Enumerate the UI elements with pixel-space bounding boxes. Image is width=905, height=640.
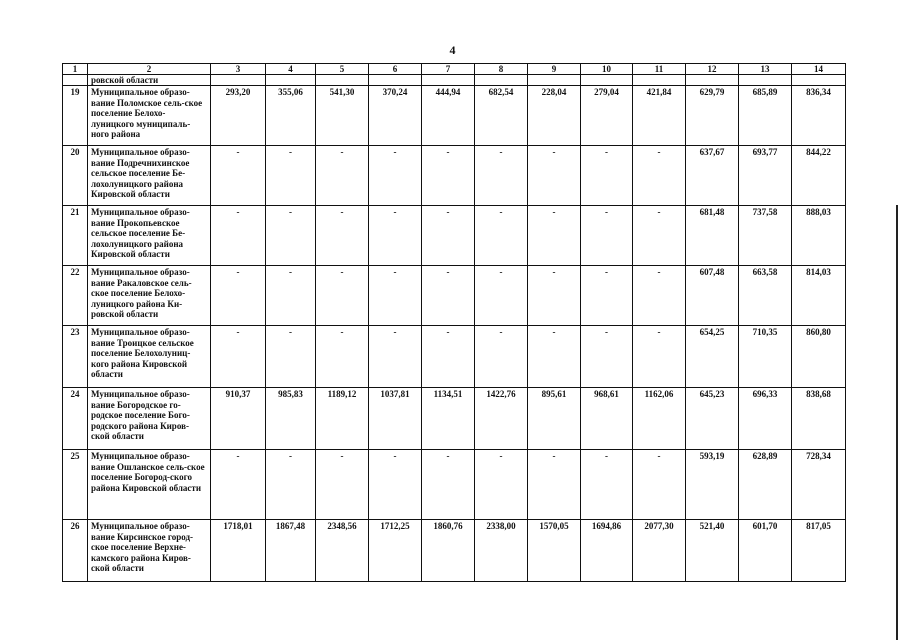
value-cell: 444,94: [422, 86, 475, 146]
value-cell: -: [316, 450, 369, 520]
continuation-row: [63, 75, 846, 86]
value-cell: -: [316, 146, 369, 206]
value-cell: -: [266, 326, 316, 388]
value-cell: 836,34: [792, 86, 846, 146]
value-cell: 814,03: [792, 266, 846, 326]
value-cell: -: [422, 146, 475, 206]
row-number: 26: [63, 520, 88, 582]
table-row: [63, 326, 846, 388]
value-cell: -: [422, 450, 475, 520]
value-cell: -: [475, 450, 528, 520]
value-cell: -: [475, 146, 528, 206]
value-cell: 601,70: [739, 520, 792, 582]
value-cell: 2077,30: [633, 520, 686, 582]
value-cell: 663,58: [739, 266, 792, 326]
value-cell: -: [422, 266, 475, 326]
municipality-name: Муниципальное образо-вание Подречнихинское сельское поселение Бе-лохолуницкого района Кировской области: [88, 146, 211, 206]
table-row: [63, 520, 846, 582]
column-header: 4: [266, 64, 316, 75]
value-cell: 607,48: [686, 266, 739, 326]
value-cell: 681,48: [686, 206, 739, 266]
column-header: 5: [316, 64, 369, 75]
value-cell: 293,20: [211, 86, 266, 146]
value-cell: -: [581, 266, 633, 326]
column-header: 2: [88, 64, 211, 75]
value-cell: -: [528, 206, 581, 266]
column-header: 3: [211, 64, 266, 75]
value-cell: 421,84: [633, 86, 686, 146]
municipality-name: Муниципальное образо-вание Троицкое сельское поселение Белохолуниц-кого района Кировской области: [88, 326, 211, 388]
column-header: 6: [369, 64, 422, 75]
value-cell: -: [528, 326, 581, 388]
row-number: 20: [63, 146, 88, 206]
municipality-name: Муниципальное образо-вание Прокопьевское сельское поселение Бе-лохолуницкого района Кировской области: [88, 206, 211, 266]
value-cell: 696,33: [739, 388, 792, 450]
column-header: 1: [63, 64, 88, 75]
value-cell: -: [528, 266, 581, 326]
value-cell: 2348,56: [316, 520, 369, 582]
value-cell: -: [422, 206, 475, 266]
value-cell: 693,77: [739, 146, 792, 206]
value-cell: -: [633, 146, 686, 206]
value-cell: 1037,81: [369, 388, 422, 450]
value-cell: -: [528, 146, 581, 206]
value-cell: 228,04: [528, 86, 581, 146]
value-cell: -: [369, 206, 422, 266]
value-cell: -: [369, 326, 422, 388]
value-cell: -: [316, 266, 369, 326]
municipality-name: Муниципальное образо-вание Кирсинское город-ское поселение Верхне-камского района Киров-ской области: [88, 520, 211, 582]
value-cell: 355,06: [266, 86, 316, 146]
value-cell: -: [369, 146, 422, 206]
column-header: 8: [475, 64, 528, 75]
table-row: [63, 206, 846, 266]
column-header: 10: [581, 64, 633, 75]
value-cell: 637,67: [686, 146, 739, 206]
value-cell: 593,19: [686, 450, 739, 520]
value-cell: 1189,12: [316, 388, 369, 450]
table-row: [63, 146, 846, 206]
value-cell: -: [581, 450, 633, 520]
value-cell: 737,58: [739, 206, 792, 266]
table-row: [63, 86, 846, 146]
value-cell: -: [581, 206, 633, 266]
value-cell: 541,30: [316, 86, 369, 146]
value-cell: 888,03: [792, 206, 846, 266]
value-cell: -: [475, 266, 528, 326]
value-cell: -: [475, 206, 528, 266]
value-cell: -: [633, 206, 686, 266]
table-row: [63, 450, 846, 520]
value-cell: 817,05: [792, 520, 846, 582]
value-cell: -: [422, 326, 475, 388]
row-number: 22: [63, 266, 88, 326]
value-cell: 1162,06: [633, 388, 686, 450]
value-cell: -: [475, 326, 528, 388]
value-cell: 838,68: [792, 388, 846, 450]
row-number: 24: [63, 388, 88, 450]
value-cell: 685,89: [739, 86, 792, 146]
value-cell: 682,54: [475, 86, 528, 146]
value-cell: -: [528, 450, 581, 520]
value-cell: 985,83: [266, 388, 316, 450]
value-cell: -: [266, 146, 316, 206]
value-cell: -: [633, 326, 686, 388]
value-cell: 279,04: [581, 86, 633, 146]
value-cell: 844,22: [792, 146, 846, 206]
continuation-text: ровской области: [88, 75, 211, 86]
column-header: 13: [739, 64, 792, 75]
value-cell: -: [211, 146, 266, 206]
value-cell: -: [316, 206, 369, 266]
value-cell: -: [369, 450, 422, 520]
column-header: 11: [633, 64, 686, 75]
value-cell: 629,79: [686, 86, 739, 146]
value-cell: -: [316, 326, 369, 388]
value-cell: -: [211, 206, 266, 266]
value-cell: -: [633, 266, 686, 326]
value-cell: 860,80: [792, 326, 846, 388]
municipality-name: Муниципальное образо-вание Богородское го-родское поселение Бого-родского района Киров-ской области: [88, 388, 211, 450]
value-cell: 628,89: [739, 450, 792, 520]
tariff-table: [62, 63, 846, 582]
value-cell: 1712,25: [369, 520, 422, 582]
value-cell: 2338,00: [475, 520, 528, 582]
value-cell: -: [266, 450, 316, 520]
value-cell: -: [581, 326, 633, 388]
row-number: 19: [63, 86, 88, 146]
value-cell: 1134,51: [422, 388, 475, 450]
table-row: [63, 388, 846, 450]
value-cell: 1860,76: [422, 520, 475, 582]
value-cell: -: [266, 206, 316, 266]
value-cell: -: [211, 450, 266, 520]
value-cell: 1570,05: [528, 520, 581, 582]
page-number: 4: [449, 43, 456, 57]
value-cell: -: [211, 326, 266, 388]
value-cell: 521,40: [686, 520, 739, 582]
value-cell: 654,25: [686, 326, 739, 388]
value-cell: 370,24: [369, 86, 422, 146]
column-header: 7: [422, 64, 475, 75]
row-number: 23: [63, 326, 88, 388]
municipality-name: Муниципальное образо-вание Ракаловское сель-ское поселение Белохо-луницкого района Ки-ровской области: [88, 266, 211, 326]
value-cell: 968,61: [581, 388, 633, 450]
column-header: 12: [686, 64, 739, 75]
scan-edge-line: [896, 205, 898, 640]
value-cell: 710,35: [739, 326, 792, 388]
header-row: [63, 64, 846, 75]
value-cell: 728,34: [792, 450, 846, 520]
value-cell: 1694,86: [581, 520, 633, 582]
value-cell: -: [266, 266, 316, 326]
value-cell: -: [581, 146, 633, 206]
column-header: 14: [792, 64, 846, 75]
row-number: 25: [63, 450, 88, 520]
value-cell: 1867,48: [266, 520, 316, 582]
table-row: [63, 266, 846, 326]
value-cell: -: [211, 266, 266, 326]
value-cell: -: [633, 450, 686, 520]
municipality-name: Муниципальное образо-вание Ошланское сель-ское поселение Богород-ского района Кировской области: [88, 450, 211, 520]
value-cell: 645,23: [686, 388, 739, 450]
value-cell: -: [369, 266, 422, 326]
value-cell: 910,37: [211, 388, 266, 450]
value-cell: 1718,01: [211, 520, 266, 582]
value-cell: 895,61: [528, 388, 581, 450]
municipality-name: Муниципальное образо-вание Поломское сель-ское поселение Белохо-луницкого муниципаль-ного района: [88, 86, 211, 146]
column-header: 9: [528, 64, 581, 75]
row-number: 21: [63, 206, 88, 266]
value-cell: 1422,76: [475, 388, 528, 450]
